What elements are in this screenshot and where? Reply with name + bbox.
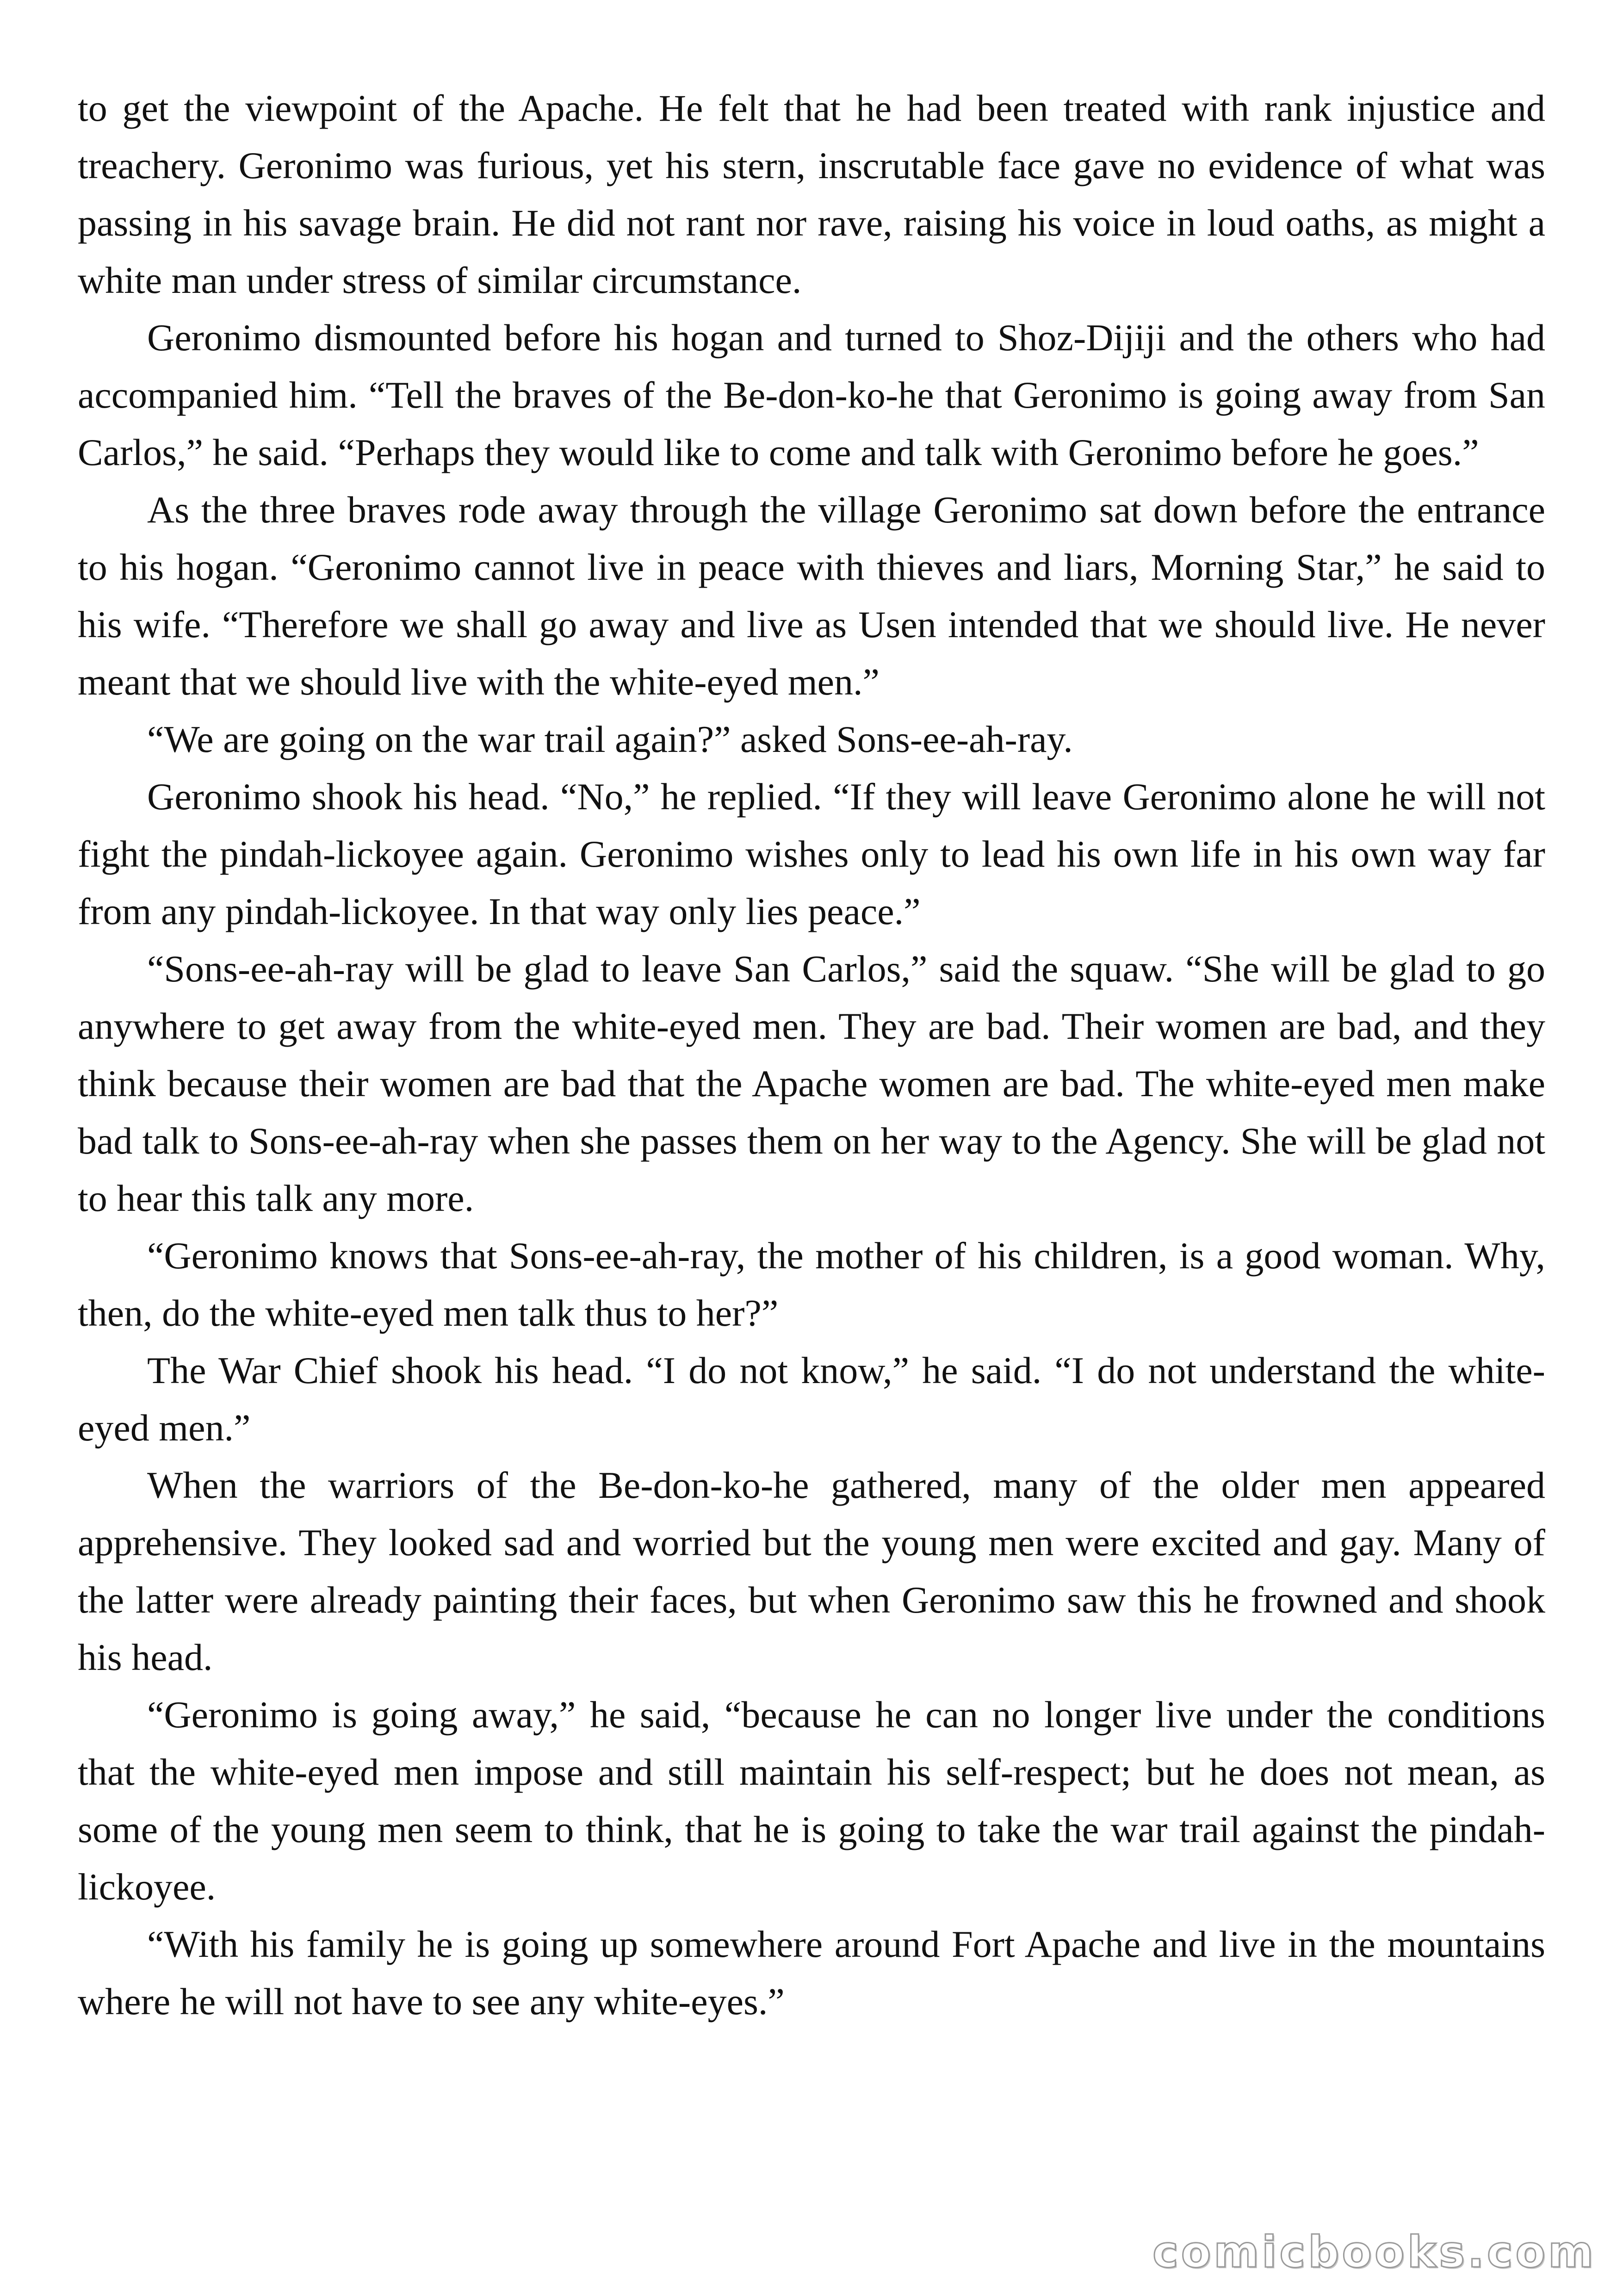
- paragraph: The War Chief shook his head. “I do not know,” he said. “I do not understand the white-eyed men.”: [78, 1349, 1545, 1449]
- paragraph: “With his family he is going up somewhere around Fort Apache and live in the mountains where he will not have to see any white-eyes.”: [78, 1923, 1545, 2023]
- site-watermark: comicbooks.com: [1152, 2227, 1596, 2277]
- paragraph: “Geronimo knows that Sons-ee-ah-ray, the mother of his children, is a good woman. Why, then, do the white-eyed men talk thus to her?”: [78, 1235, 1545, 1334]
- paragraph: to get the viewpoint of the Apache. He felt that he had been treated with rank injustice and treachery. Geronimo was furious, yet his stern, inscrutable face gave no evidence of what was passing in his savage brain. He did not rant nor rave, raising his voice in loud oaths, as might a white man under stress of similar circumstance.: [78, 87, 1545, 301]
- paragraph: “Geronimo is going away,” he said, “because he can no longer live under the conditions that the white-eyed men impose and still maintain his self-respect; but he does not mean, as some of the young men seem to think, that he is going to take the war trail against the pindah-lickoyee.: [78, 1694, 1545, 1908]
- paragraph: As the three braves rode away through the village Geronimo sat down before the entrance to his hogan. “Geronimo cannot live in peace with thieves and liars, Morning Star,” he said to his wife. “Therefore we shall go away and live as Usen intended that we should live. He never meant that we should live with the white-eyed men.”: [78, 489, 1545, 703]
- paragraph: Geronimo dismounted before his hogan and turned to Shoz-Dijiji and the others who had accompanied him. “Tell the braves of the Be-don-ko-he that Geronimo is going away from San Carlos,” he said. “Perhaps they would like to come and talk with Geronimo before he goes.”: [78, 316, 1545, 473]
- paragraph: “Sons-ee-ah-ray will be glad to leave San Carlos,” said the squaw. “She will be glad to go anywhere to get away from the white-eyed men. They are bad. Their women are bad, and they think because their women are bad that the Apache women are bad. The white-eyed men make bad talk to Sons-ee-ah-ray when she passes them on her way to the Agency. She will be glad not to hear this talk any more.: [78, 948, 1545, 1219]
- paragraph: When the warriors of the Be-don-ko-he gathered, many of the older men appeared apprehensive. They looked sad and worried but the young men were excited and gay. Many of the latter were already painting their faces, but when Geronimo saw this he frowned and shook his head.: [78, 1464, 1545, 1678]
- paragraph: “We are going on the war trail again?” asked Sons-ee-ah-ray.: [147, 718, 1073, 760]
- paragraph: Geronimo shook his head. “No,” he replied. “If they will leave Geronimo alone he will not fight the pindah-lickoyee again. Geronimo wishes only to lead his own life in his own way far from any pindah-lickoyee. In that way only lies peace.”: [78, 776, 1545, 932]
- book-page-text: [78, 80, 1545, 2030]
